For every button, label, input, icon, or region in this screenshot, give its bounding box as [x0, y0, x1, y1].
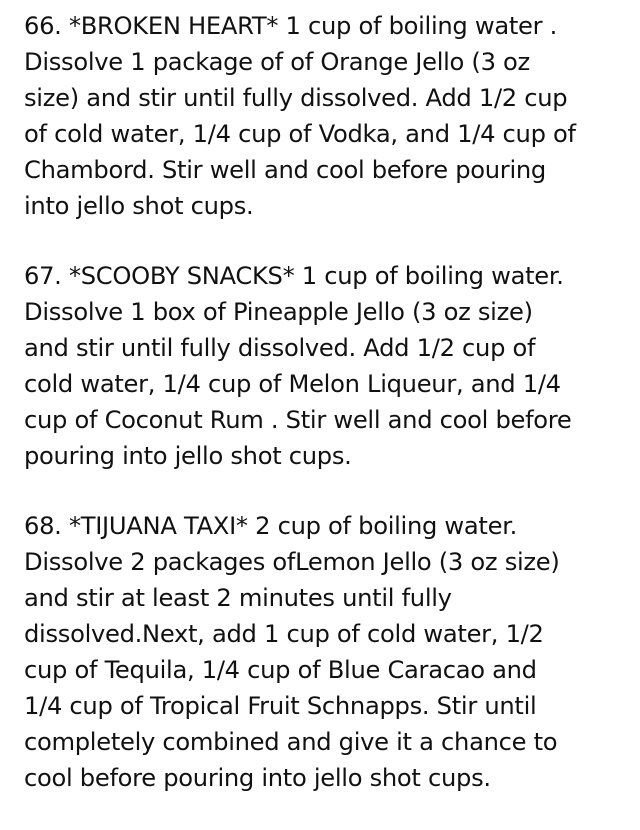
recipe-line: 66. *BROKEN HEART* 1 cup of boiling water . [24, 12, 558, 40]
recipe-line: Chambord. Stir well and cool before pouring [24, 156, 546, 184]
recipe-line: cold water, 1/4 cup of Melon Liqueur, and 1/4 [24, 370, 561, 398]
recipe-line: cup of Coconut Rum . Stir well and cool before [24, 406, 572, 434]
recipe-line: Dissolve 1 box of Pineapple Jello (3 oz size) [24, 298, 533, 326]
recipe-line: size) and stir until fully dissolved. Add 1/2 cup [24, 84, 568, 112]
recipe-line: and stir until fully dissolved. Add 1/2 cup of [24, 334, 536, 362]
recipe-66 [24, 8, 624, 224]
recipe-line: 68. *TIJUANA TAXI* 2 cup of boiling water. [24, 512, 518, 540]
recipe-67 [24, 258, 624, 474]
recipe-line: completely combined and give it a chance to [24, 728, 558, 756]
recipe-document [24, 8, 624, 830]
recipe-68 [24, 508, 624, 796]
recipe-line: 67. *SCOOBY SNACKS* 1 cup of boiling water. [24, 262, 564, 290]
recipe-line: cool before pouring into jello shot cups. [24, 764, 491, 792]
recipe-line: Dissolve 1 package of of Orange Jello (3 oz [24, 48, 530, 76]
recipe-line: dissolved.Next, add 1 cup of cold water, 1/2 [24, 620, 544, 648]
recipe-line: pouring into jello shot cups. [24, 442, 352, 470]
recipe-line: Dissolve 2 packages ofLemon Jello (3 oz size) [24, 548, 560, 576]
recipe-line: cup of Tequila, 1/4 cup of Blue Caracao and [24, 656, 537, 684]
recipe-line: into jello shot cups. [24, 192, 254, 220]
recipe-line: 1/4 cup of Tropical Fruit Schnapps. Stir until [24, 692, 537, 720]
recipe-line: and stir at least 2 minutes until fully [24, 584, 452, 612]
recipe-line: of cold water, 1/4 cup of Vodka, and 1/4 cup of [24, 120, 576, 148]
